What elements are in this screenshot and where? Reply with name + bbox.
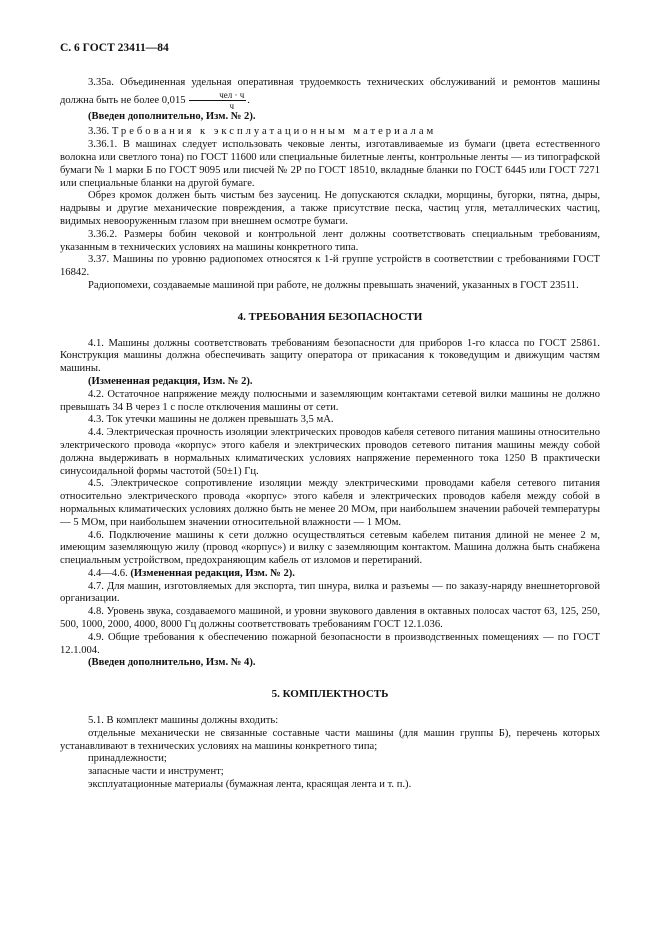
paragraph-3-35a-text: 3.35а. Объединенная удельная оперативная трудоемкость технических обслуживаний и ремонтов машины должна быть не более 0,015 (60, 76, 600, 106)
section-4-heading: 4. ТРЕБОВАНИЯ БЕЗОПАСНОСТИ (237, 310, 423, 323)
paragraph-4-7: 4.7. Для машин, изготовляемых для экспорта, тип шнура, вилка и разъемы — по заказу-наряду внешнеторговой организации. (60, 580, 600, 605)
paragraph-5-1-item-d: эксплуатационные материалы (бумажная лента, красящая лента и т. п.). (88, 779, 412, 791)
unit-fraction (189, 90, 246, 111)
paragraph-4-6: 4.6. Подключение машины к сети должно осуществляться сетевым кабелем питания длиной не менее 2 м, имеющим заземляющую жилу (провод «корпус») и вилку с заземляющим контактом. Машина должна быть снабжена специальным устройством, предохраняющим кабель от изломов и перетираний. (60, 529, 600, 567)
amendment-note-3 (60, 568, 600, 581)
paragraph-3-36-number: 3.36. (88, 126, 110, 138)
page-header: С. 6 ГОСТ 23411—84 (60, 42, 169, 54)
section-5-heading: 5. КОМПЛЕКТНОСТЬ (271, 688, 389, 701)
paragraph-edge-quality: Обрез кромок должен быть чистым без заусениц. Не допускаются складки, морщины, бугорки, пятна, дыры, надрывы и другие механические повреждения, а также присутствие песка, частиц угля, металлических частиц, видимых невооруженным глазом при внешнем осмотре бумаги. (60, 190, 600, 227)
fraction-numerator: чел · ч (189, 90, 246, 101)
paragraph-3-36-title: Требования к эксплуатационным материалам (111, 126, 437, 138)
paragraph-3-36-1: 3.36.1. В машинах следует использовать чековые ленты, изготавливаемые из бумаги (цвета естественного волокна или светлого тона) по ГОСТ 11600 или специальные билетные ленты, контрольные ленты — из типографской бумаги № 1 марки Б по ГОСТ 9095 или писчей № 2Р по ГОСТ 18510, вкладные бланки по ГОСТ 6445 или ГОСТ 7271 или специальные бланки на другой бумаге. (60, 139, 600, 189)
paragraph-5-1: 5.1. В комплект машины должны входить: (88, 715, 279, 727)
document-page (60, 42, 600, 792)
amendment-note-4: (Введен дополнительно, Изм. № 4). (88, 657, 256, 669)
paragraph-4-4: 4.4. Электрическая прочность изоляции электрических проводов кабеля сетевого питания машины относительно электрического провода «корпус» этого кабеля и электрических проводов сетевого питания машины между собой должна выдерживать в нормальных климатических условиях напряжение переменного тока 1250 В практически синусоидальной формы частотой (50±1) Гц. (60, 427, 600, 477)
paragraph-5-1-item-a: отдельные механически не связанные составные части машины (для машин группы Б), перечень которых устанавливают в технических условиях на машины конкретного типа; (60, 727, 600, 752)
amendment-note-2: (Измененная редакция, Изм. № 2). (88, 375, 253, 387)
paragraph-3-35a (60, 77, 600, 111)
amendment-note-3-text: (Измененная редакция, Изм. № 2). (130, 567, 295, 579)
paragraph-4-3: 4.3. Ток утечки машины не должен превышать 3,5 мА. (88, 414, 334, 426)
amendment-note-1: (Введен дополнительно, Изм. № 2). (88, 110, 256, 122)
paragraph-radio-interference: Радиопомехи, создаваемые машиной при работе, не должны превышать значений, указанных в ГОСТ 23511. (88, 279, 579, 291)
paragraph-3-35a-end: . (247, 94, 250, 106)
fraction-denominator: ч (229, 100, 234, 111)
paragraph-4-5: 4.5. Электрическое сопротивление изоляции между электрическими проводами кабеля сетевого питания относительно электрического провода «корпус» этого кабеля и электрических проводов кабеля между собой в нормальных климатических условиях должно быть не менее 20 МОм, при наибольшем значении рабочей температуры — 5 МОм, при наибольшем значении относительной влажности — 1 МОм. (60, 478, 600, 528)
paragraph-4-9: 4.9. Общие требования к обеспечению пожарной безопасности в производственных помещениях — по ГОСТ 12.1.004. (60, 631, 600, 656)
paragraph-3-37: 3.37. Машины по уровню радиопомех относятся к 1-й группе устройств в соответствии с требованиями ГОСТ 16842. (60, 254, 600, 279)
paragraph-3-36-2: 3.36.2. Размеры бобин чековой и контрольной лент должны соответствовать специальным требованиям, указанным в технических условиях на машины конкретного типа. (60, 228, 600, 253)
amendment-note-3-range: 4.4—4.6. (88, 567, 128, 579)
paragraph-5-1-item-c: запасные части и инструмент; (88, 766, 224, 778)
paragraph-4-2: 4.2. Остаточное напряжение между полюсными и заземляющим контактами сетевой вилки машины не должно превышать 34 В через 1 с после отключения машины от сети. (60, 388, 600, 413)
paragraph-4-8: 4.8. Уровень звука, создаваемого машиной, и уровни звукового давления в октавных полосах частот 63, 125, 250, 500, 1000, 2000, 4000, 8000 Гц должны соответствовать требованиям ГОСТ 12.1.036. (60, 606, 600, 631)
paragraph-3-36 (60, 126, 600, 139)
paragraph-4-1: 4.1. Машины должны соответствовать требованиям безопасности для приборов 1-го класса по ГОСТ 25861. Конструкция машины должна обеспечивать защиту оператора от прикасания к токоведущим и движущим частям машины. (60, 337, 600, 375)
paragraph-5-1-item-b: принадлежности; (88, 753, 167, 765)
